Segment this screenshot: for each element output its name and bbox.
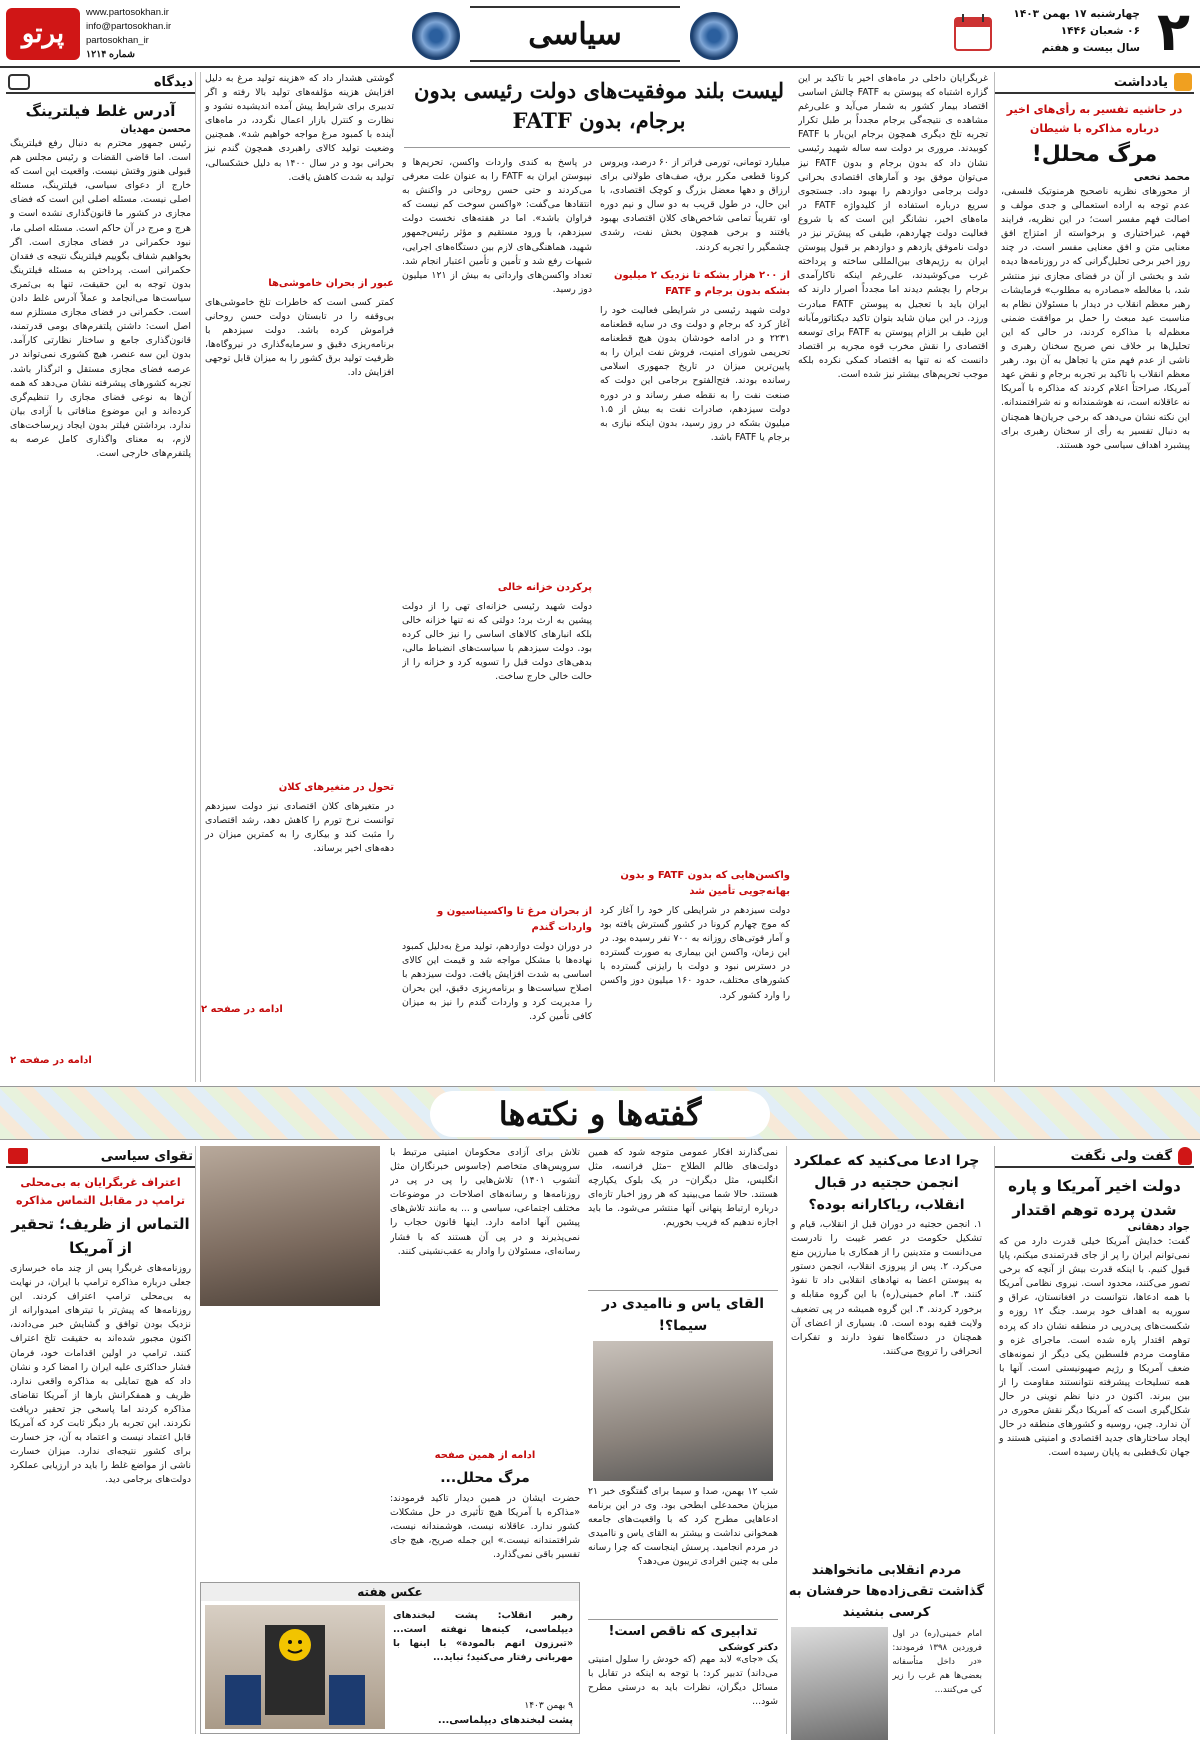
section-title: سیاسی [528,16,622,52]
main-col-4-text: گوشتی هشدار داد که «هزینه تولید مرغ به دلیل افزایش هزینه مؤلفه‌های تولید بالا رفته و اگر تدبیری برای شرایط پیش آمده اندیشیده نشود و نظارت و کنترل بازار اعمال نگردد، در ماه‌های آینده با کمبود مرغ مواجه خواهیم شد». همچنین وضعیت تولید کالای راهبردی همچون گندم نیز بحرانی بود و در سال ۱۴۰۰ به دلیل خشکسالی، تولید به شدت کاهش یافت. [205,73,394,183]
calendar-icon [951,10,995,54]
mid-col-b-text: تلاش برای آزادی محکومان امنیتی مرتبط با سرویس‌های متخاصم (جاسوس خبرنگاران مثل آتشوب ۱۴۰۱) تلاش‌هایی را پی در پی در روزنامه‌ها و رسانه‌های اصلاحات در موضوعات مختلف اجتماعی، سیاسی و ... به مانند تلاش‌های پیشین آنها ادامه دارد. اینها قانون حجاب را نمی‌پذیرند و در پی آن هستند که با فشار رسانه‌ای، مسئولان را وادار به عقب‌نشینی کنند. [390,1147,580,1257]
taqva-label: تقوای سیاسی [100,1148,193,1164]
note-icon [1174,73,1192,91]
yaddasht-column [994,72,1194,1082]
contact-block [86,6,196,62]
goft-header [995,1146,1194,1168]
didgah-continue[interactable]: ادامه در صفحه ۲ [10,1055,92,1066]
sayings-banner-plate [430,1091,770,1137]
yaddasht-label: یادداشت [1113,74,1168,90]
main-sub-1: از ۲۰۰ هزار بشکه تا نزدیک ۲ میلیون بشکه بدون برجام و FATF [614,270,790,297]
main-article [198,72,988,1082]
didgah-header [6,72,195,94]
tadbir-title: تدابیری که ناقص است! [588,1619,778,1642]
section-banner [470,6,680,62]
main-col-3 [402,156,592,1082]
didgah-title: آدرس غلط فیلترینگ [25,102,176,120]
taqva-kicker: اعتراف غربگرایان به بی‌محلی ترامپ در مقابل التماس مذاکره [15,1176,186,1207]
qa-column [786,1146,986,1734]
social-handle[interactable]: partosokhan_ir [86,35,149,46]
date-fa: چهارشنبه ۱۷ بهمن ۱۴۰۳ [1013,8,1140,20]
morg-title: مرگ محلل... [440,1470,530,1486]
taqva-body: روزنامه‌های غربگرا پس از چند ماه خبرسازی جعلی درباره مذاکره ترامپ با ایران، در نهایت به بی‌محلی ترامپ اعتراف کردند. این روزنامه‌ها که پیش‌تر با تیترهای امیدوارانه از نزدیک بودن توافق و گشایش خبر می‌دادند، اکنون مجبور شده‌اند به حقیقت تلخ اعتراف کنند. ترامپ در اولین اقدامات خود، فرمان فشار حداکثری علیه ایران را امضا کرد و نشان داد که هیچ تمایلی به مذاکره واقعی ندارد. ظریف و همفکرانش بارها از آمریکا تقاضای مذاکره کردند اما پاسخی جز تحقیر دریافت نکردند. این تجربه بار دیگر ثابت کرد که آمریکا قابل اعتماد نیست و اعتماد به آن، جز خسارت برای کشور نتیجه‌ای ندارد. میزان خسارت ناشی از مواضع غلط را باید در ارزیابی عملکرد دولت‌های برجامی دید. [10,1263,191,1486]
main-sub-3: پرکردن خزانه خالی [497,582,592,593]
main-sub-5: عبور از بحران خاموشی‌ها [268,278,394,289]
logo [6,8,80,60]
main-col-4b-text: کمتر کسی است که خاطرات تلخ خاموشی‌های بی‌وقفه را در تابستان دولت حسن روحانی فراموش کرده باشد. دولت سیزدهم با برنامه‌ریزی دقیق و سرمایه‌گذاری در نیروگاه‌ها، ظرفیت تولید برق کشور را به میزان قابل توجهی افزایش داد. [205,297,394,379]
logo-text: پرتو [21,19,65,49]
photo-week-quote: رهبر انقلاب: پشت لبخندهای دیپلماسی، کینه‌ها نهفته است... «تبرزون انهم بالمودة» با اینها با مهربانی رفتار می‌کنید؛ نباید... [393,1610,573,1664]
main-col-4 [200,72,394,1082]
taqva-column [6,1146,196,1734]
didgah-column [6,72,196,1082]
cartoon [205,1605,385,1729]
photo-week-date: ۹ بهمن ۱۴۰۳ [524,1701,573,1711]
main-col-2c-text: دولت سیزدهم در شرایطی کار خود را آغاز کرد که موج چهارم کرونا در کشور گسترش یافته بود و آمار فوتی‌های روزانه به ۷۰۰ نفر رسیده بود. در این زمان، واکسن این بیماری به صورت گسترده در دسترس نبود و دولت با رایزنی گسترده با کشورهای مختلف، حدود ۱۶۰ میلیون دوز واکسن را وارد کشور کرد. [600,905,790,1001]
main-sub-6: تحول در متغیرهای کلان [278,782,394,793]
main-sub-2: واکسن‌هایی که بدون FATF و بدون بهانه‌جویی تأمین شد [620,870,790,897]
yaddasht-header [995,72,1194,94]
binoculars-icon [8,74,30,90]
taqva-title: التماس از ظریف؛ تحقیر از آمریکا [11,1215,190,1257]
yaddasht-body: از محورهای نظریه ناصحیح هرمنوتیک فلسفی، عدم توجه به اراده استعمالی و جدی مولف و اصالت فهم مفسر است؛ در این نظریه، فرایند فهم، غیراختیاری و برخواسته از امتزاج افق معنایی متن و افق معنایی مفسر است. در چند روز اخیر برخی تحلیل‌گرانی که در روزنامه‌ها دیده شد و بخشی از آن در فضای مجازی نیز منتشر شد، با مغالطه «مصادره به مطلوب» فرمایشات رهبر معظم انقلاب در دیدار با مسئولان نظام به مناسبت عید مبعث را حمل بر موافقت ضمنی معظم‌له با مذاکره کردند، در حالی که این تحلیل‌ها بر خلاف نص صریح سخنان رهبری و ناشی از عدم فهم متن یا تجاهل به آن بود. رهبر معظم انقلاب با تاکید بر تجربه برجام و نقض عهد آمریکا، صراحتاً اعلام کردند که مذاکره با آمریکا نه عاقلانه است، نه هوشمندانه و نه شرافتمندانه. این نکته نشان می‌دهد که برخی جریان‌ها همچنان به دنبال تفسیر به رأی از سخنان رهبری برای پیشبرد اهداف سیاسی خود هستند. [1001,186,1190,451]
sayings-banner-title: گفته‌ها و نکته‌ها [498,1095,702,1133]
site-url[interactable]: www.partosokhan.ir [86,7,169,18]
main-col-2-body [600,156,790,1082]
sayings-banner [0,1086,1200,1140]
tadbir-body: یک «جای» لابد مهم (که خودش را سلول امنیتی می‌داند) تدبیر کرد: با توجه به اینکه در تقابل با مسائل دیگران، نظرات باید به درستی مطرح شود... [588,1654,778,1708]
yaddasht-author: محمد نخعی [1133,172,1190,183]
main-title-box [404,72,790,148]
list-icon [8,1148,28,1164]
tadbir-author: دکتر کوشکی [718,1642,778,1653]
issue-number: شماره ۱۲۱۴ [86,49,135,60]
email[interactable]: info@partosokhan.ir [86,21,172,32]
qa-body: ۱. انجمن حجتیه در دوران قبل از انقلاب، قیام و تشکیل حکومت در عصر غیبت را نادرست می‌دانست و متدینین را از همکاری با مبارزین منع می‌کرد. ۲. پس از پیروزی انقلاب، انجمن دستور به پیوستن اعضا به نهادهای انقلابی داد تا نفوذ کنند. ۳. امام خمینی(ره) با این گروه مقابله و برخورد کردند. ۴. این گروه همیشه در پی تضعیف ولایت فقیه بوده است. ۵. بسیاری از اعضای آن همچنان در دستگاه‌ها نفوذ دارند و تفکرات انحرافی را ترویج می‌کنند. [791,1219,982,1357]
morg-body: حضرت ایشان در همین دیدار تاکید فرمودند: «مذاکره با آمریکا هیچ تأثیری در حل مشکلات کشور ندارد. عاقلانه نیست، هوشمندانه نیست، شرافتمندانه نیست.» این جمله صریح، هیچ جای تفسیر باقی نمی‌گذارد. [390,1493,580,1561]
old-man-portrait [791,1627,888,1740]
goft-column [994,1146,1194,1734]
quote-title: القای یاس و ناامیدی در سیما؟! [588,1290,778,1337]
main-sub-4: از بحران مرغ تا واکسیناسیون و واردات گندم [437,906,592,933]
main-continue[interactable]: ادامه در صفحه ۲ [201,1004,283,1015]
main-col-1 [798,72,988,1082]
yaddasht-kicker: در حاشیه تفسیر به رأی‌های اخیر درباره مذاکره با شیطان [1006,103,1183,135]
main-col-1-text: غربگرایان داخلی در ماه‌های اخیر با تاکید بر این گزاره اشتباه که پیوستن به FATF چالش اساسی اقتصاد بیمار کشور به شمار می‌آید و علی‌رغم مشاهده ی نتیجه‌گی برجام مجدداً بر طبل تکرار تجربه تلخ دیگری همچون برجام این‌بار با FATF کوبیدند. مروری بر دولت سه ساله شهید رئیسی نشان داد که بدون برجام و بدون FATF نیز می‌توان موفق بود و آمارهای اقتصادی بحرانی دولت برجامی دوازدهم را بهبود داد. جستجوی سریع درباره استفاده از کلیدواژه FATF در ماه‌های اخیر، نشانگر این است که با شروع فعالیت دولت چهاردهم، طیفی که پیش‌تر نیز در دولت ناموفق یازدهم و دوازدهم بر قبول پیوستن ایران به رژیم‌های بین‌المللی ساخته و پرداخته غرب می‌کوشیدند، علی‌رغم اینکه ناکارآمدی برجام را بچشم دیدند اما مجدداً اصرار دارند که ایران باید با تعجیل به پیوستن FATF مبادرت ورزد. در این میان شاید بتوان تاکید دیکتاتورمآبانه این طیف بر الزام پیوستن به FATF برای توسعه اقتصادی را نقش مخرب قوه مجریه بر اقتصاد دانست که نه تنها به اقتصاد کمکی نکرده بلکه موجب تحریم‌های بیشتر نیز شده است. [798,73,988,380]
photo-week [200,1582,580,1734]
date-ar: ۰۶ شعبان ۱۴۴۶ [1060,25,1140,37]
year-line: سال بیست و هفتم [1041,42,1140,54]
photo-week-caption: پشت لبخندهای دیپلماسی... [437,1715,573,1726]
main-col-3-text: در پاسخ به کندی واردات واکسن، تحریم‌ها و نپیوستن ایران به FATF را به عنوان علت معرفی می‌کردند و حتی حسن روحانی در واکنش به انتقادها می‌گفت: «واکسن سوخت کم نیست که فراوان باشد». اما در هفته‌های نخست دولت سیزدهم، با ورود مستقیم و مؤثر رئیس‌جمهور شهید، هماهنگی‌های لازم بین دستگاه‌های اجرایی، شبهات رفع شد و تأمین و تأمین اعتبار انجام شد. تعداد واکسن‌های وارداتی به بیش از ۱۲۱ میلیون دوز رسید. [402,157,592,295]
taqva-header [6,1146,195,1168]
main-col-3c-text: در دوران دولت دوازدهم، تولید مرغ به‌دلیل کمبود نهاده‌ها با مشکل مواجه شد و قیمت این کالای اساسی به شدت افزایش یافت. دولت سیزدهم با اصلاح سیاست‌ها و برنامه‌ریزی دقیق، این بحران را مدیریت کرد و واردات گندم را نیز به میزان کافی تأمین کرد. [402,941,592,1023]
goft-author: جواد دهقانی [1127,1222,1190,1233]
goft-body: گفت: خدایش آمریکا خیلی قدرت دارد من که نمی‌توانم ایران را پر از جای قدرتمندی میکنم، پایا قبول کنیم. با اینکه قدرت بیش از آنچه که برخی تصور می‌کنند، محدود است. نیروی نظامی آمریکا با همه ادعاها، نتوانست در افغانستان، عراق و سوریه به اهداف خود برسد. جنگ ۱۲ روزه و شکست‌های پی‌درپی در منطقه نشان داد که پرده توهم اقتدار پاره شده است. ماجرای غزه و مقاومت مردم فلسطین یکی دیگر از نمونه‌های ضعف آمریکا و رژیم صهیونیستی است. آنها با همه تسلیحات پیشرفته نتوانستند مقاومت را از بین ببرند. اکنون در دنیا نظم نوینی در حال شکل‌گیری است که آمریکا دیگر نقش محوری در آن ندارد. چین، روسیه و کشورهای منطقه در حال ایجاد ساختارهای جدید اقتصادی و امنیتی هستند و جهان تک‌قطبی به پایان رسیده است. [999,1236,1191,1459]
didgah-author: محسن مهدیان [120,124,191,135]
quote-body: شب ۱۲ بهمن، صدا و سیما برای گفتگوی خبر ۲۱ میزبان محمدعلی ابطحی بود. وی در این برنامه ادعاهایی مطرح کرد که با واقعیت‌های جامعه همخوانی نداشت و بیشتر به القای یاس و ناامیدی در مردم انجامید. پرسش اینجاست که چرا رسانه ملی به چنین افرادی تریبون می‌دهد؟ [588,1486,778,1568]
didgah-body: رئیس جمهور محترم به دنبال رفع فیلترینگ است. اما قاضی القضات و رئیس مجلس هم قبولی هنوز وقتش نیست. واقعیت این است که خارج از دعوای سیاسی، فیلترینگ، مسئله اصلی نیست. مسئله اصلی این است که فضای مجازی در کشور ما قانون‌گذاری نشده است و هرج و مرج در آن حاکم است. مسئله اصلی ما، نبود حکمرانی در فضای مجازی است. اگر بخواهیم شفاف بگوییم فیلترینگ نتیجه ی فقدان حکمرانی است. پرداختن به مسئله فیلترینگ بدون توجه به این حقیقت، تنها به بی‌ثمری سیاست‌ها می‌انجامد و عملاً آدرس غلط دادن است. حکمرانی در فضای مجازی مستلزم سه اصل است: داشتن پلتفرم‌های بومی قدرتمند، قانون‌گذاری جامع و ساختار نظارتی کارآمد. بدون این سه عنصر، هیچ کشوری نمی‌تواند در عرصه فضای مجازی مستقل و اثرگذار باشد. تجربه کشورهای پیشرفته نشان می‌دهد که همه آن‌ها به نوعی فضای مجازی را تنظیم‌گری کرده‌اند و این موضوع منافاتی با آزادی بیان ندارد. برداشتن فیلتر بدون ایجاد زیرساخت‌های لازم، به معنای واگذاری کامل عرصه به پلتفرم‌های خارجی است. [10,138,191,460]
qa-title: چرا ادعا می‌کنید که عملکرد انجمن حجتیه در قبال انقلاب، ریاکارانه بوده؟ [793,1153,980,1213]
mid-col-b [200,1146,580,1734]
masthead [0,0,1200,68]
main-col-4c-text: در متغیرهای کلان اقتصادی نیز دولت سیزدهم توانست نرخ تورم را کاهش دهد، رشد اقتصادی را مثبت کند و بیکاری را به کمترین میزان در دهه‌های اخیر برساند. [205,801,394,855]
mid-continue[interactable]: ادامه از همین صفحه [434,1450,536,1461]
main-col-2b-text: دولت شهید رئیسی در شرایطی فعالیت خود را آغاز کرد که برجام و دولت وی در سایه قطعنامه ۲۲۳۱ و در ادامه خودشان بدون هیچ قطعنامه تحریمی شورای امنیت، فروش نفت ایران را به پایین‌ترین میزان در تاریخ جمهوری اسلامی رسانده بودند. فتح‌الفتوح برجامی این دولت که صنعت نفت را به نقطه صفر رساند و در دوره دولت سیزدهم، صادرات نفت به بیش از ۱.۵ میلیون بشکه در روز رسید، بدون اینکه نیازی به برجام یا FATF باشد. [600,305,790,443]
section-ornament-right [690,12,738,60]
date-block [1005,6,1140,57]
yaddasht-title: مرگ محلل! [1031,142,1158,167]
page-number: ۲ [1157,0,1190,63]
goft-title: دولت اخیر آمریکا و پاره شدن پرده توهم اقتدار [1008,1177,1181,1219]
mid-col-a-text: نمی‌گذارند افکار عمومی متوجه شود که همین دولت‌های ظالم الطلاح –مثل فرانسه، مثل انگلیس، مثل دیگران– در یک بلوک یکپارچه هستند. حالا شما می‌بینید که هر روز اخبار تازه‌ای درباره ارتباط پنهانی آنها منتشر می‌شود. ما باید اجازه ندهیم که فریب بخوریم. [588,1147,778,1229]
qa-section-2: مردم انقلابی مانخواهند گذاشت تقی‌زاده‌ها حرفشان به کرسی بنشیند [788,1563,985,1620]
main-col-2-text: میلیارد تومانی، تورمی فراتر از ۶۰ درصد، ویروس کرونا قطعی مکرر برق، صف‌های طولانی برای ارزاق و دهها معضل بزرگ و کوچک اقتصادی، با این حال، در طول قریب به دو سال و نیم دوره او، تقریباً تمامی شاخص‌های کلان اقتصادی بهبود یافتند و برخی همچون بخش نفت، رشدی چشمگیر را تجربه کردند. [600,157,790,253]
cleric-portrait [593,1341,773,1481]
section-ornament-left [412,12,460,60]
main-title: لیست بلند موفقیت‌های دولت رئیسی بدون برجام، بدون FATF [414,78,784,133]
qa-photo-caption: امام خمینی(ره) در اول فروردین ۱۳۹۸ فرمودند: «در داخل متأسفانه بعضی‌ها هم غرب را زیر کی می‌کنند... [892,1629,982,1696]
didgah-label: دیدگاه [153,74,193,90]
main-col-3b-text: دولت شهید رئیسی خزانه‌ای تهی را از دولت پیشین به ارث برد؛ دولتی که نه تنها خزانه خالی بلکه انبارهای کالاهای اساسی را نیز خالی کرده بود. دولت سیزدهم با سیاست‌های انضباط مالی، بدهی‌های دولت قبل را تسویه کرد و خزانه را از حالت خالی خارج ساخت. [402,601,592,683]
photo-week-label: عکس هفته [201,1583,579,1601]
mic-icon [1178,1147,1192,1165]
speaker-portrait [200,1146,380,1306]
goft-label: گفت ولی نگفت [1070,1148,1172,1164]
mid-col-a [588,1146,778,1734]
